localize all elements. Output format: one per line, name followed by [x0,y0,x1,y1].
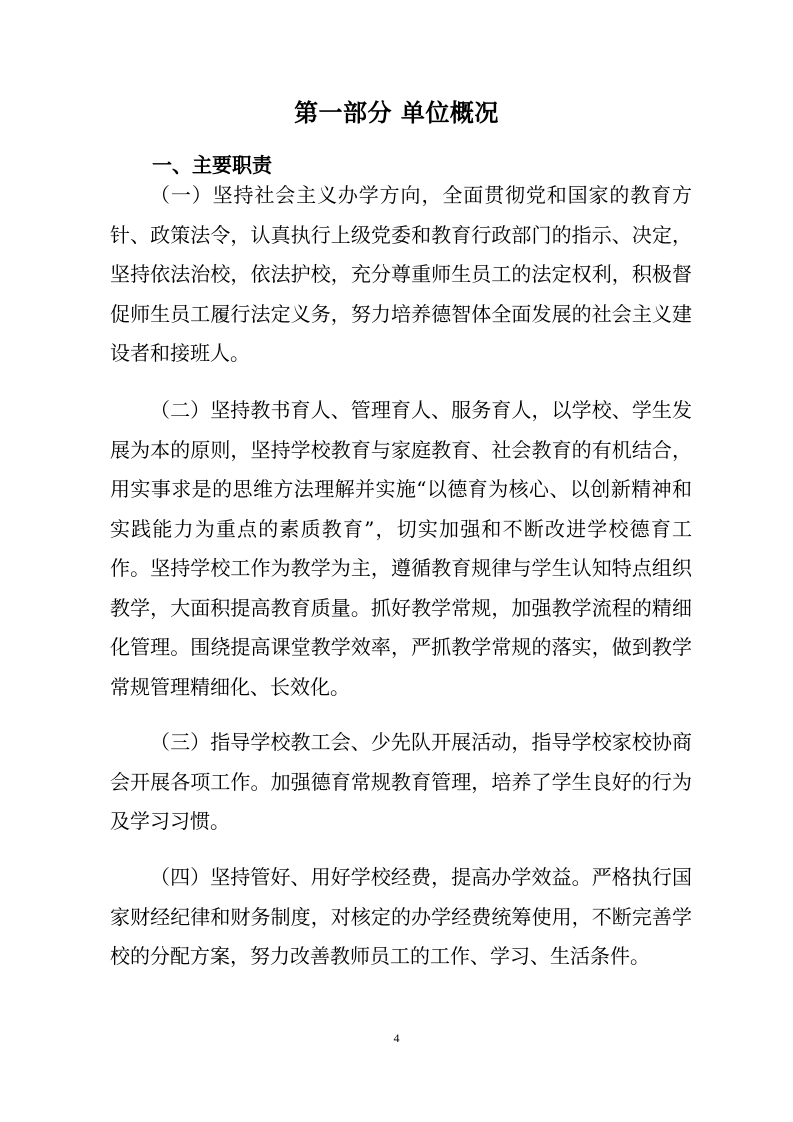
section-heading: 一、主要职责 [152,153,272,177]
paragraph-3: （三）指导学校教工会、少先队开展活动，指导学校家校协商会开展各项工作。加强德育常规教育管理，培养了学生良好的行为及学习习惯。 [110,730,692,833]
page-title: 第一部分 单位概况 [294,99,499,127]
paragraph-1: （一）坚持社会主义办学方向，全面贯彻党和国家的教育方针、政策法令，认真执行上级党委和教育行政部门的指示、决定，坚持依法治校，依法护校，充分尊重师生员工的法定权利，积极督促师生员工履行法定义务，努力培养德智体全面发展的社会主义建设者和接班人。 [110,183,692,365]
paragraph-4: （四）坚持管好、用好学校经费，提高办学效益。严格执行国家财经纪律和财务制度，对核定的办学经费统筹使用，不断完善学校的分配方案，努力改善教师员工的工作、学习、生活条件。 [110,865,692,968]
page-number: 4 [393,1031,400,1045]
paragraph-2: （二）坚持教书育人、管理育人、服务育人，以学校、学生发展为本的原则，坚持学校教育与家庭教育、社会教育的有机结合，用实事求是的思维方法理解并实施“以德育为核心、以创新精神和实践能力为重点的素质教育”，切实加强和不断改进学校德育工作。坚持学校工作为教学为主，遵循教育规律与学生认知特点组织教学，大面积提高教育质量。抓好教学常规，加强教学流程的精细化管理。围绕提高课堂教学效率，严抓教学常规的落实，做到教学常规管理精细化、长效化。 [110,398,692,699]
